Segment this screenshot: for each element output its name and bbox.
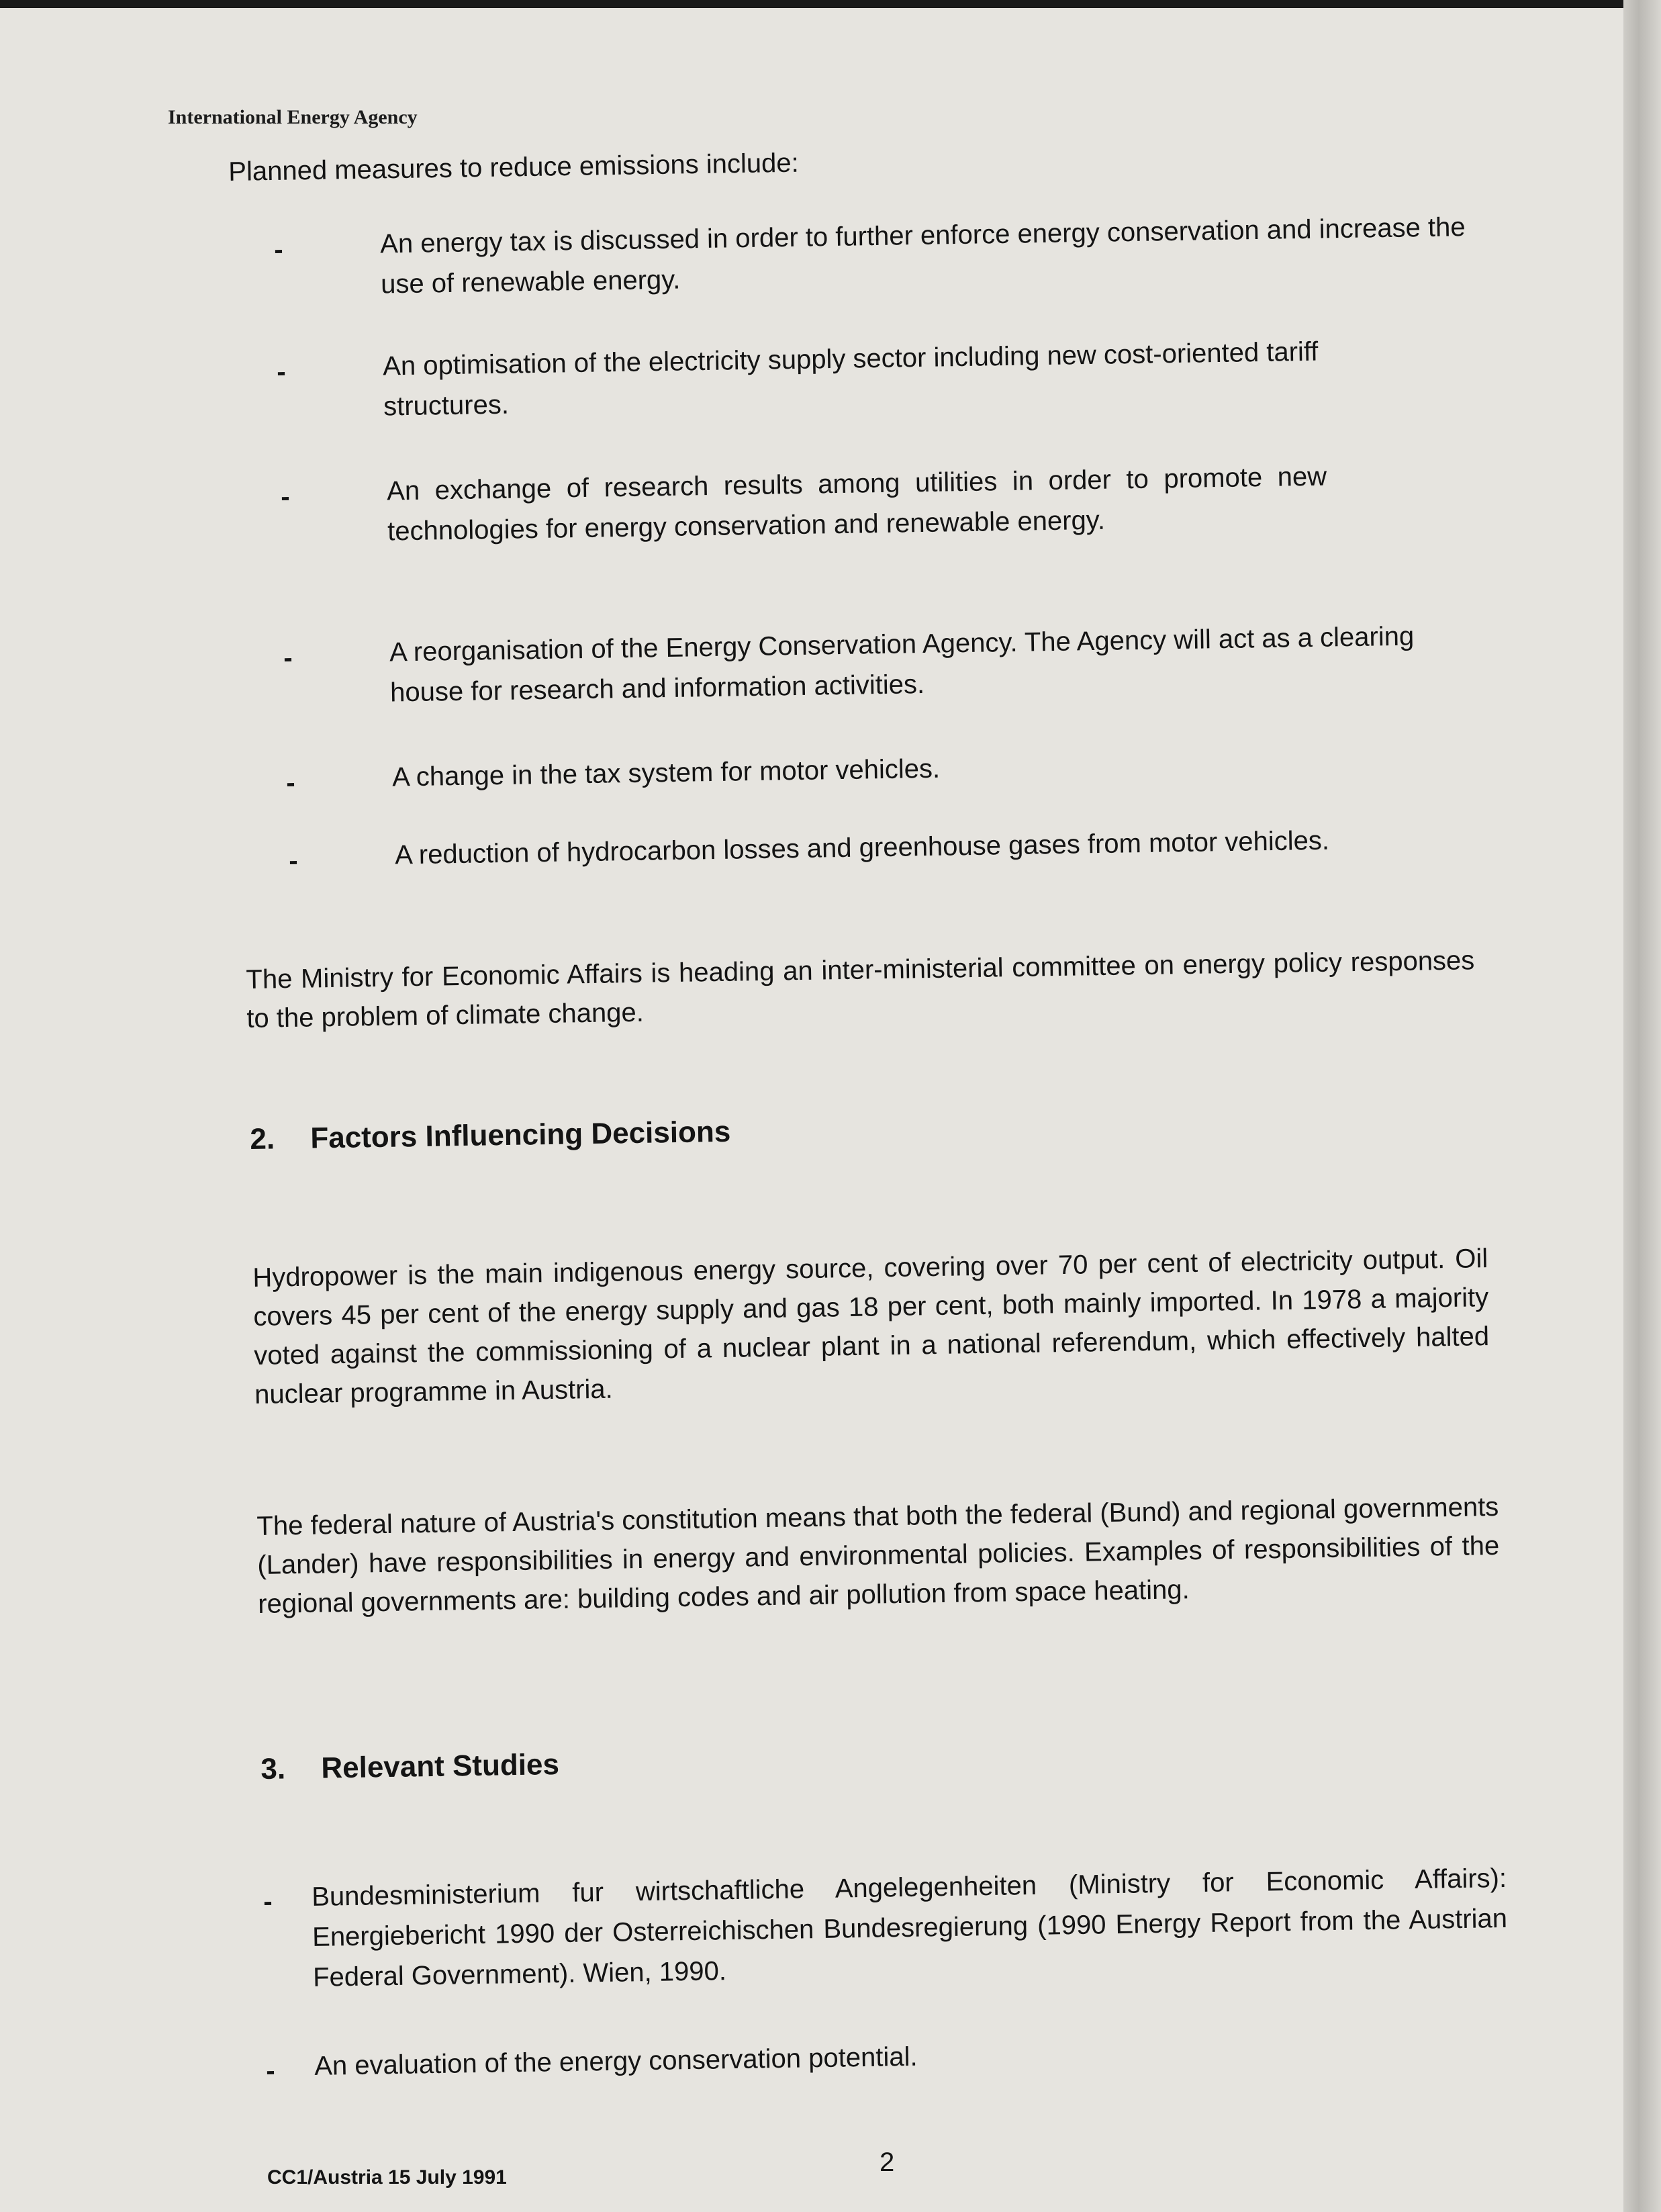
running-header: International Energy Agency: [168, 106, 418, 128]
list-item-text: A reduction of hydrocarbon losses and greenhouse gases from motor vehicles.: [394, 825, 1330, 870]
list-item-text: An exchange of research results among utilities in order to promote new technologies for energy conservation and renewable energy.: [386, 461, 1327, 547]
section-title: Relevant Studies: [320, 1748, 560, 1785]
bullet-dash: -: [277, 357, 287, 387]
section-number: 3.: [260, 1752, 286, 1786]
bullet-dash: -: [263, 1886, 273, 1917]
list-item-text: A change in the tax system for motor vehicles.: [391, 753, 941, 792]
list-item-text: Bundesministerium fur wirtschaftliche Angelegenheiten (Ministry for Economic Affairs): Energiebericht 1990 der Osterreichischen Bundesregierung (1990 Energy Report from the Austrian Federal Government). Wien, 1990.: [311, 1863, 1508, 1992]
ministry-paragraph: The Ministry for Economic Affairs is heading an inter-ministerial committee on energy policy responses to the problem of climate change.: [246, 946, 1475, 1033]
bullet-dash: -: [281, 481, 291, 512]
intro-sentence: Planned measures to reduce emissions include:: [228, 148, 799, 187]
bullet-dash: -: [289, 845, 299, 876]
list-item-text: An optimisation of the electricity supply sector including new cost-oriented tariff structures.: [382, 336, 1319, 422]
bullet-dash: -: [266, 2056, 276, 2086]
page-edge-shadow: [1623, 0, 1661, 2212]
section-heading: [250, 1115, 731, 1156]
body-paragraph: Hydropower is the main indigenous energy source, covering over 70 per cent of electricity output. Oil covers 45 per cent of the energy supply and gas 18 per cent, both mainly imported. In 1978 a majority voted against the commissioning of a nuclear plant in a national referendum, which effectively halted nuclear programme in Austria.: [252, 1244, 1490, 1410]
document-page: [0, 8, 1623, 2212]
page-number: 2: [880, 2148, 895, 2177]
section-heading: [260, 1748, 559, 1786]
bullet-dash: -: [286, 768, 296, 798]
document-reference: CC1/Austria 15 July 1991: [267, 2166, 507, 2188]
body-paragraph: The federal nature of Austria's constitution means that both the federal (Bund) and regional governments (Lander) have responsibilities in energy and environmental policies. Examples of responsibilities of the regional governments are: building codes and air pollution from space heating.: [256, 1491, 1500, 1619]
list-item-text: A reorganisation of the Energy Conservation Agency. The Agency will act as a clearing house for research and information activities.: [389, 621, 1415, 708]
bullet-dash: -: [283, 643, 293, 673]
section-number: 2.: [250, 1122, 275, 1156]
section-title: Factors Influencing Decisions: [310, 1115, 731, 1155]
scan-top-edge: [0, 0, 1661, 8]
bullet-dash: -: [274, 234, 284, 265]
list-item-text: An evaluation of the energy conservation potential.: [314, 2041, 918, 2081]
list-item-text: An energy tax is discussed in order to further enforce energy conservation and increase the use of renewable energy.: [379, 212, 1466, 299]
